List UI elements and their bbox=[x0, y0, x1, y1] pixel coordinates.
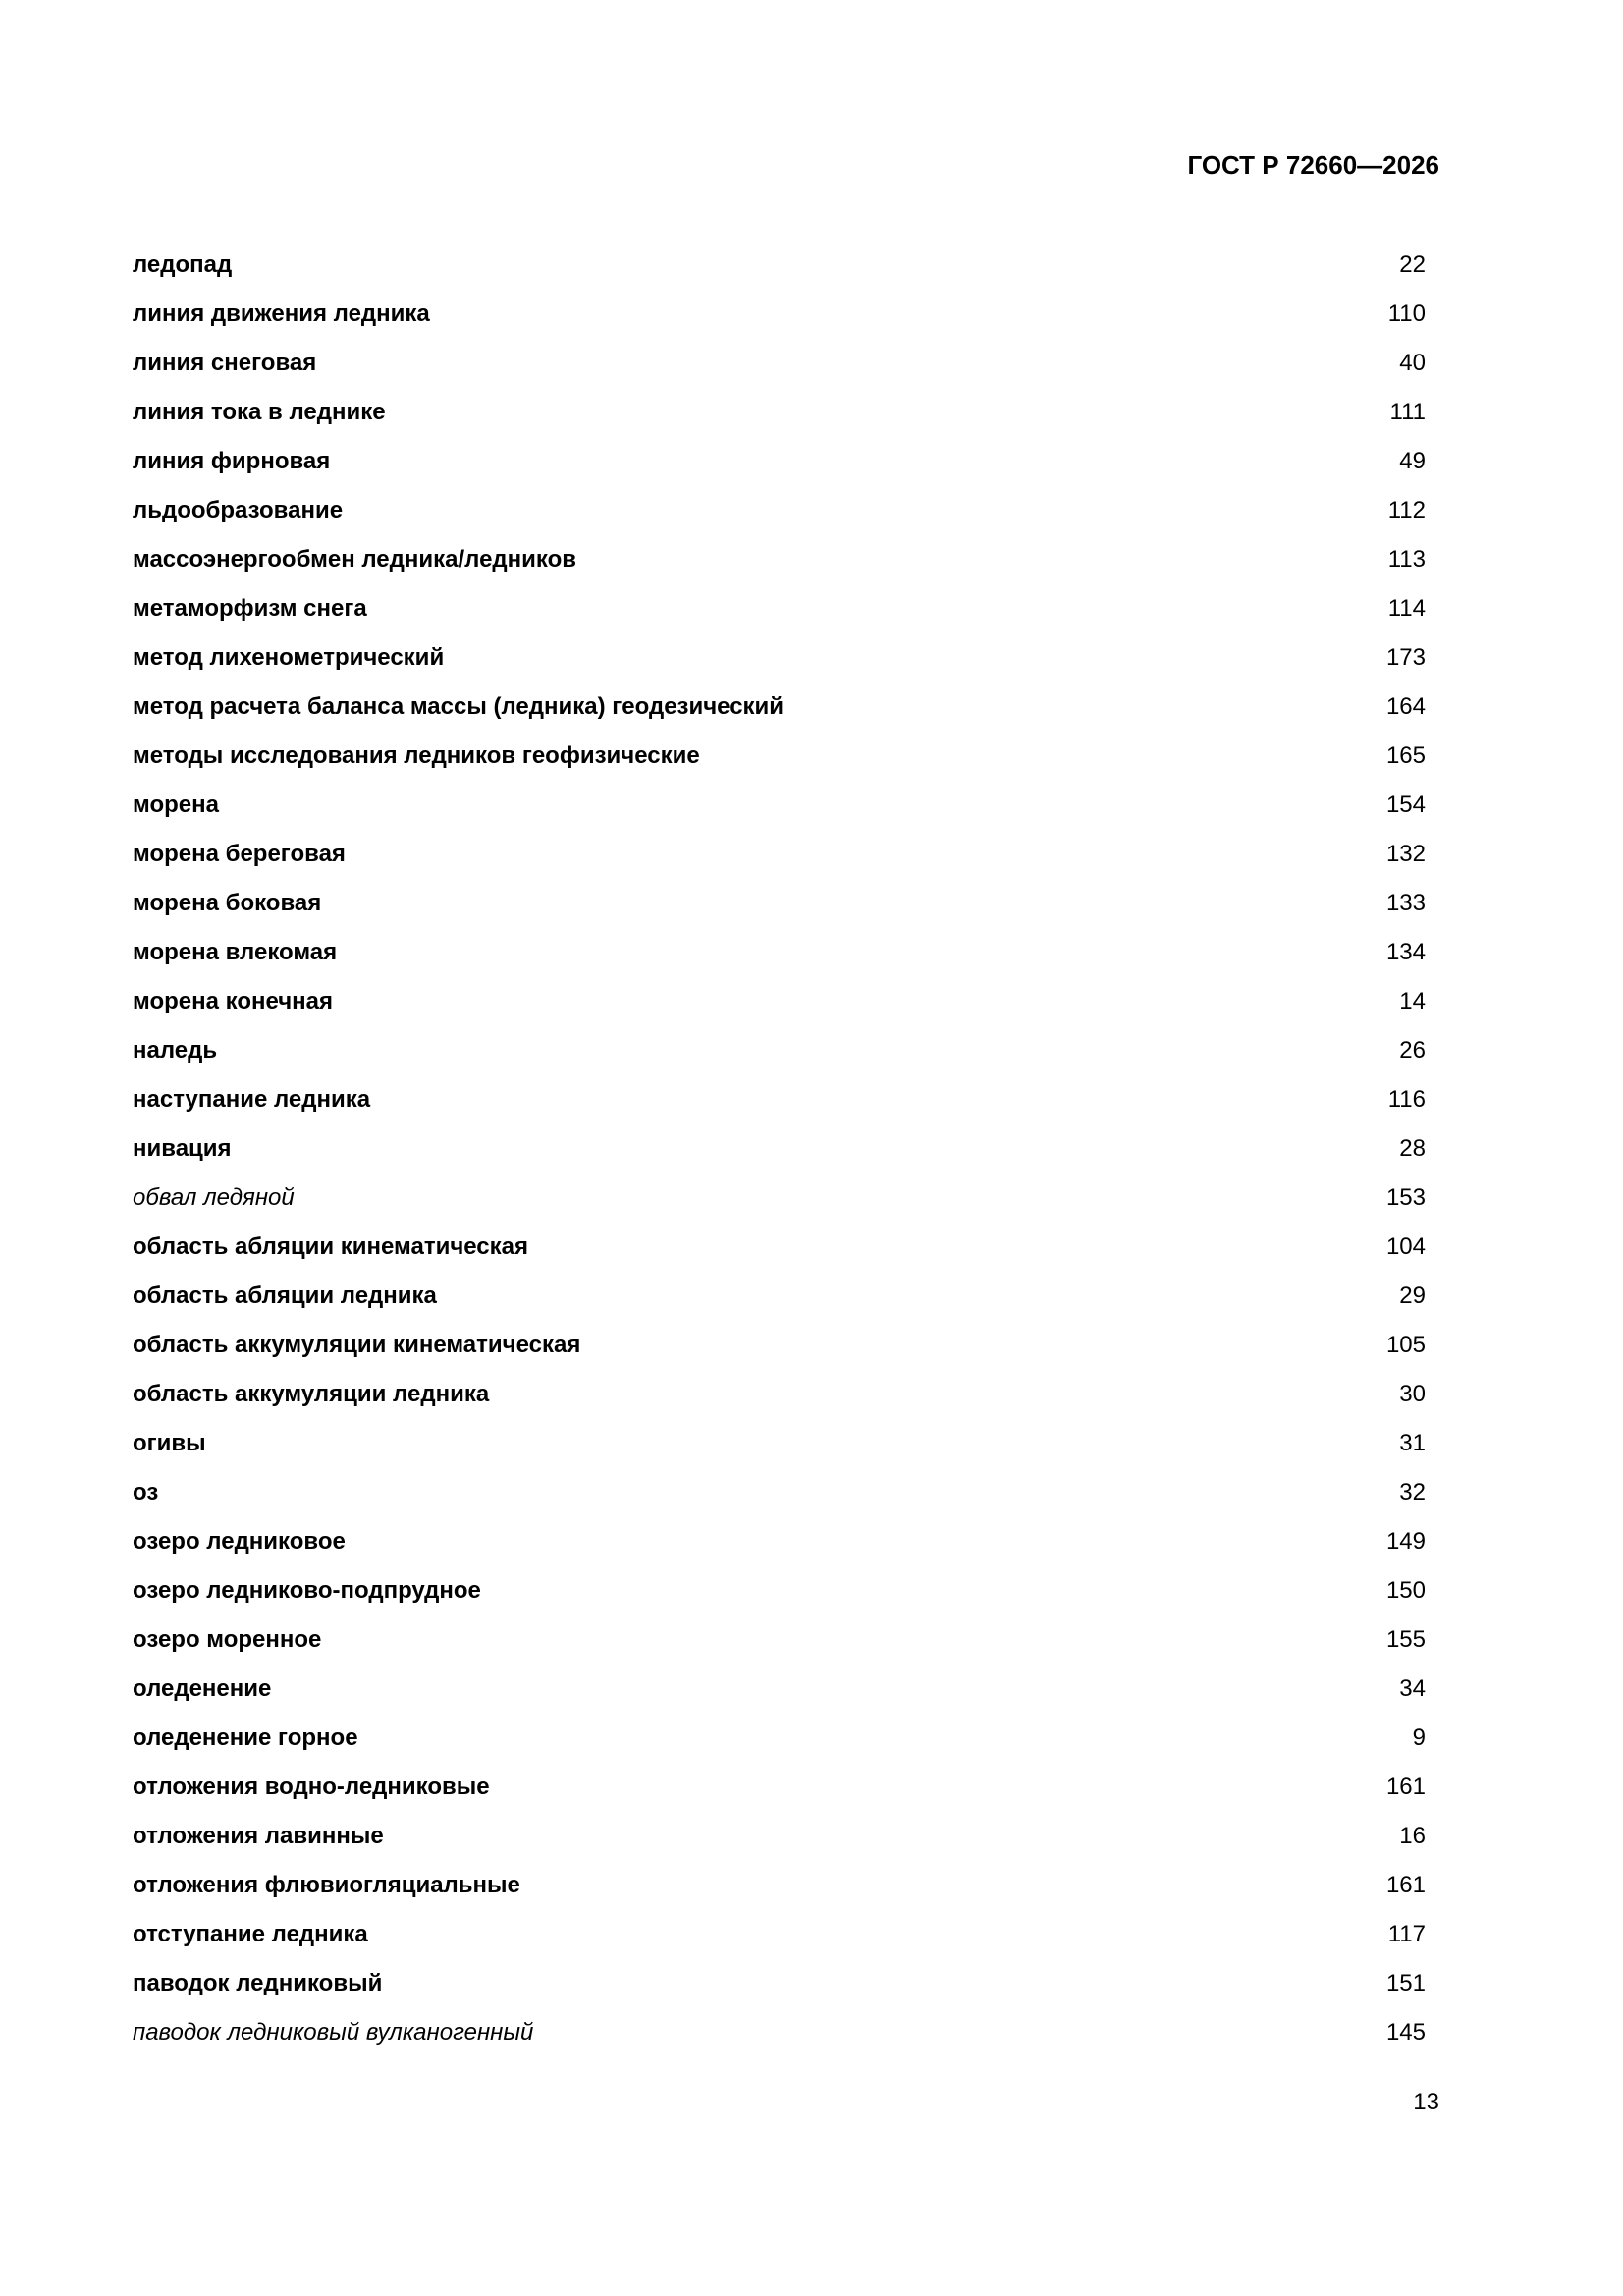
index-term-number: 104 bbox=[1385, 1233, 1426, 1260]
index-entry-row bbox=[133, 683, 1426, 732]
index-entry-row bbox=[133, 486, 1426, 535]
index-term-number: 49 bbox=[1399, 448, 1426, 474]
index-term: морена влекомая bbox=[133, 939, 338, 965]
index-entry-row bbox=[133, 1517, 1426, 1566]
index-term: огивы bbox=[133, 1430, 206, 1456]
index-entry-row bbox=[133, 1272, 1426, 1321]
index-entry-row bbox=[133, 1321, 1426, 1370]
index-term: метод лихенометрический bbox=[133, 644, 445, 671]
index-entry-row bbox=[133, 1124, 1426, 1174]
index-entry-row bbox=[133, 879, 1426, 928]
index-entry-row bbox=[133, 1566, 1426, 1615]
index-term-number: 155 bbox=[1385, 1626, 1426, 1653]
index-term-number: 165 bbox=[1385, 742, 1426, 769]
index-term: отложения водно-ледниковые bbox=[133, 1774, 490, 1800]
index-term-number: 134 bbox=[1385, 939, 1426, 965]
index-term-number: 32 bbox=[1399, 1479, 1426, 1505]
index-term: оледенение bbox=[133, 1675, 272, 1702]
index-term: линия движения ледника bbox=[133, 301, 430, 327]
index-entry-row bbox=[133, 1714, 1426, 1763]
index-term: линия снеговая bbox=[133, 350, 317, 376]
index-entry-row bbox=[133, 535, 1426, 584]
index-entry-row bbox=[133, 1468, 1426, 1517]
index-term: область аккумуляции кинематическая bbox=[133, 1332, 581, 1358]
index-term: оледенение горное bbox=[133, 1724, 358, 1751]
index-term: метаморфизм снега bbox=[133, 595, 367, 622]
index-term: методы исследования ледников геофизические bbox=[133, 742, 700, 769]
index-term-number: 112 bbox=[1387, 497, 1426, 523]
index-term-number: 114 bbox=[1387, 595, 1426, 622]
index-term: морена bbox=[133, 792, 219, 818]
index-term-number: 111 bbox=[1389, 399, 1426, 425]
index-entry-row bbox=[133, 1026, 1426, 1075]
index-term-number: 105 bbox=[1385, 1332, 1426, 1358]
index-term: озеро моренное bbox=[133, 1626, 322, 1653]
index-term: озеро ледниково-подпрудное bbox=[133, 1577, 481, 1604]
index-term: отступание ледника bbox=[133, 1921, 368, 1947]
index-term: область абляции кинематическая bbox=[133, 1233, 529, 1260]
index-term-number: 151 bbox=[1385, 1970, 1426, 1996]
index-term-number: 173 bbox=[1385, 644, 1426, 671]
index-term-number: 26 bbox=[1399, 1037, 1426, 1064]
index-entry-row bbox=[133, 339, 1426, 388]
index-term-number: 153 bbox=[1385, 1184, 1426, 1211]
index-term-number: 30 bbox=[1399, 1381, 1426, 1407]
index-term-number: 29 bbox=[1399, 1283, 1426, 1309]
index-term-number: 149 bbox=[1385, 1528, 1426, 1555]
index-term-number: 9 bbox=[1412, 1724, 1426, 1751]
index-term: морена береговая bbox=[133, 841, 346, 867]
index-term: льдообразование bbox=[133, 497, 344, 523]
index-entry-row bbox=[133, 1223, 1426, 1272]
index-term: массоэнергообмен ледника/ледников bbox=[133, 546, 577, 573]
index-term: оз bbox=[133, 1479, 159, 1505]
index-term-number: 22 bbox=[1399, 251, 1426, 278]
index-term-number: 28 bbox=[1399, 1135, 1426, 1162]
index-term: наступание ледника bbox=[133, 1086, 371, 1113]
index-term-number: 154 bbox=[1385, 792, 1426, 818]
index-term-number: 113 bbox=[1387, 546, 1426, 573]
term-index-list bbox=[133, 241, 1426, 2057]
index-term: отложения лавинные bbox=[133, 1823, 384, 1849]
index-entry-row bbox=[133, 928, 1426, 977]
index-term: паводок ледниковый вулканогенный bbox=[133, 2019, 534, 2046]
index-entry-row bbox=[133, 1910, 1426, 1959]
index-term-number: 40 bbox=[1399, 350, 1426, 376]
index-term-number: 14 bbox=[1399, 988, 1426, 1014]
index-entry-row bbox=[133, 388, 1426, 437]
index-term: область аккумуляции ледника bbox=[133, 1381, 490, 1407]
index-term: отложения флювиогляциальные bbox=[133, 1872, 520, 1898]
document-header: ГОСТ Р 72660—2026 bbox=[1187, 150, 1439, 180]
index-entry-row bbox=[133, 977, 1426, 1026]
index-entry-row bbox=[133, 781, 1426, 830]
index-term: нивация bbox=[133, 1135, 232, 1162]
index-term-number: 164 bbox=[1385, 693, 1426, 720]
index-term: наледь bbox=[133, 1037, 218, 1064]
index-entry-row bbox=[133, 732, 1426, 781]
index-term: паводок ледниковый bbox=[133, 1970, 383, 1996]
index-entry-row bbox=[133, 1861, 1426, 1910]
index-term: ледопад bbox=[133, 251, 233, 278]
index-term: озеро ледниковое bbox=[133, 1528, 346, 1555]
index-entry-row bbox=[133, 1075, 1426, 1124]
index-term-number: 161 bbox=[1385, 1774, 1426, 1800]
index-term-number: 31 bbox=[1399, 1430, 1426, 1456]
index-term-number: 132 bbox=[1385, 841, 1426, 867]
index-term-number: 110 bbox=[1387, 301, 1426, 327]
index-term-number: 150 bbox=[1385, 1577, 1426, 1604]
index-entry-row bbox=[133, 1763, 1426, 1812]
index-term-number: 117 bbox=[1387, 1921, 1426, 1947]
index-term: область абляции ледника bbox=[133, 1283, 437, 1309]
index-term: морена боковая bbox=[133, 890, 322, 916]
index-entry-row bbox=[133, 2008, 1426, 2057]
index-entry-row bbox=[133, 241, 1426, 290]
index-term-number: 145 bbox=[1385, 2019, 1426, 2046]
index-entry-row bbox=[133, 1959, 1426, 2008]
index-entry-row bbox=[133, 1174, 1426, 1223]
page-number: 13 bbox=[1413, 2089, 1439, 2115]
index-entry-row bbox=[133, 1419, 1426, 1468]
index-entry-row bbox=[133, 1665, 1426, 1714]
index-term-number: 133 bbox=[1385, 890, 1426, 916]
index-term: линия тока в леднике bbox=[133, 399, 386, 425]
index-entry-row bbox=[133, 1615, 1426, 1665]
index-term-number: 116 bbox=[1387, 1086, 1426, 1113]
index-entry-row bbox=[133, 584, 1426, 633]
index-term: морена конечная bbox=[133, 988, 333, 1014]
index-entry-row bbox=[133, 633, 1426, 683]
index-term: метод расчета баланса массы (ледника) геодезический bbox=[133, 693, 784, 720]
index-entry-row bbox=[133, 1812, 1426, 1861]
index-entry-row bbox=[133, 1370, 1426, 1419]
index-entry-row bbox=[133, 290, 1426, 339]
index-entry-row bbox=[133, 437, 1426, 486]
index-term-number: 16 bbox=[1399, 1823, 1426, 1849]
index-term: линия фирновая bbox=[133, 448, 331, 474]
index-term-number: 34 bbox=[1399, 1675, 1426, 1702]
index-term-number: 161 bbox=[1385, 1872, 1426, 1898]
index-term: обвал ледяной bbox=[133, 1184, 295, 1211]
index-entry-row bbox=[133, 830, 1426, 879]
